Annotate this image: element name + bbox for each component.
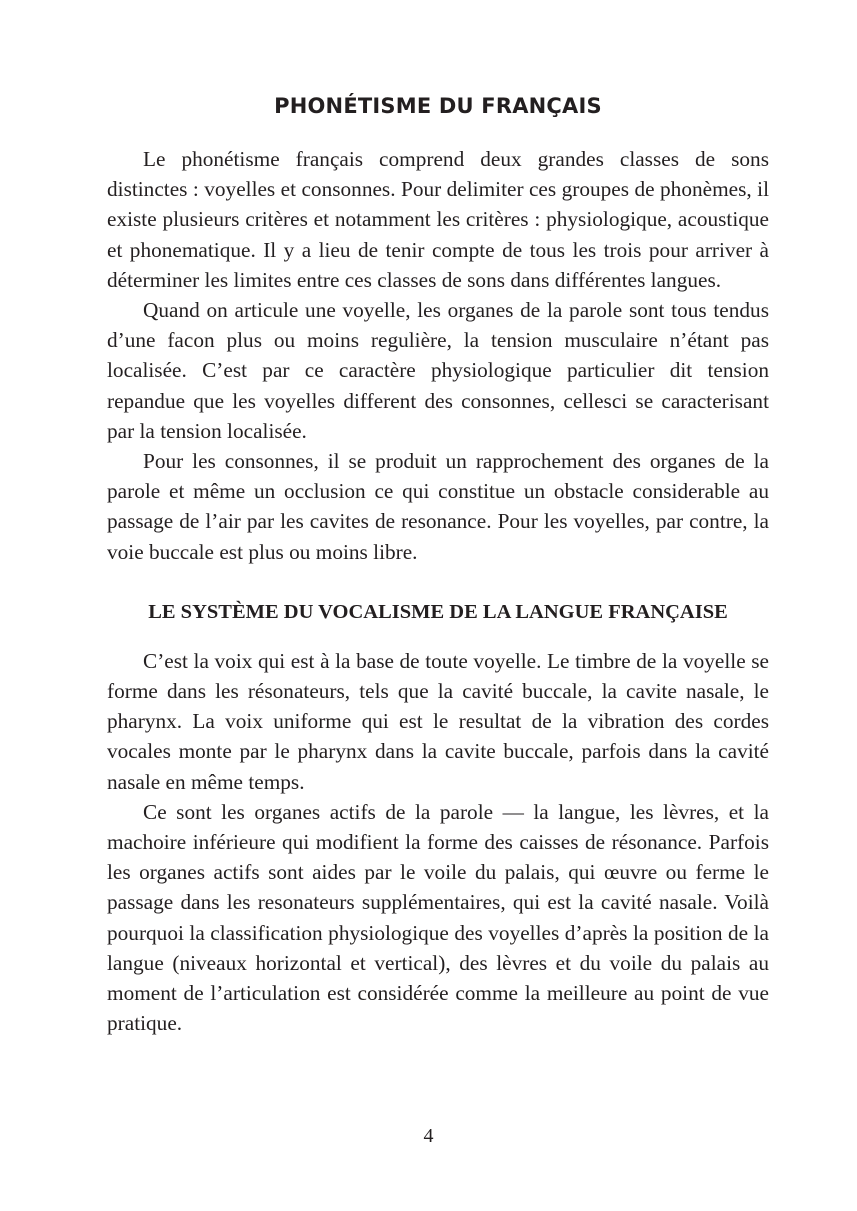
page-content	[107, 94, 769, 1038]
paragraph: C’est la voix qui est à la base de toute voyelle. Le timbre de la voyelle se forme dans les résonateurs, tels que la cavité buccale, la cavite nasale, le pharynx. La voix uniforme qui est le resultat de la vibration des cordes vocales monte par le pharynx dans la cavite buccale, parfois dans la cavité nasale en même temps.	[107, 648, 769, 794]
paragraph: Quand on articule une voyelle, les organes de la parole sont tous tendus d’une facon plus ou moins regulière, la tension musculaire n’étant pas localisée. C’est par ce caractère physiologique particulier dit tension repandue que les voyelles different des consonnes, cellesci se caracterisant par la tension localisée.	[107, 298, 769, 443]
paragraph: Pour les consonnes, il se produit un rapprochement des organes de la parole et même un occlusion ce qui constitue un obstacle considerable au passage de l’air par les cavites de resonance. Pour les voyelles, par contre, la voie buccale est plus ou moins libre.	[107, 449, 769, 564]
section-heading: LE SYSTÈME DU VOCALISME DE LA LANGUE FRANÇAISE	[148, 600, 728, 623]
paragraph: Ce sont les organes actifs de la parole — la langue, les lèvres, et la machoire inférieure qui modifient la forme des caisses de résonance. Parfois les organes actifs sont aides par le voile du palais, qui œuvre ou ferme le passage dans les resonateurs supplémentaires, qui est la cavité nasale. Voilà pourquoi la classification physiologique des voyelles d’après la position de la langue (niveaux horizontal et vertical), des lèvres et du voile du palais au moment de l’articulation est considérée comme la meilleure au point de vue pratique.	[107, 799, 769, 1036]
page-title: PHONÉTISME DU FRANÇAIS	[274, 94, 602, 118]
paragraph: Le phonétisme français comprend deux grandes classes de sons distinctes : voyelles et consonnes. Pour delimiter ces groupes de phonèmes, il existe plusieurs critères et notamment les critères : physiologique, acoustique et phonematique. Il y a lieu de tenir compte de tous les trois pour arriver à déterminer les limites entre ces classes de sons dans différentes langues.	[107, 147, 769, 292]
page-number: 4	[423, 1125, 434, 1147]
